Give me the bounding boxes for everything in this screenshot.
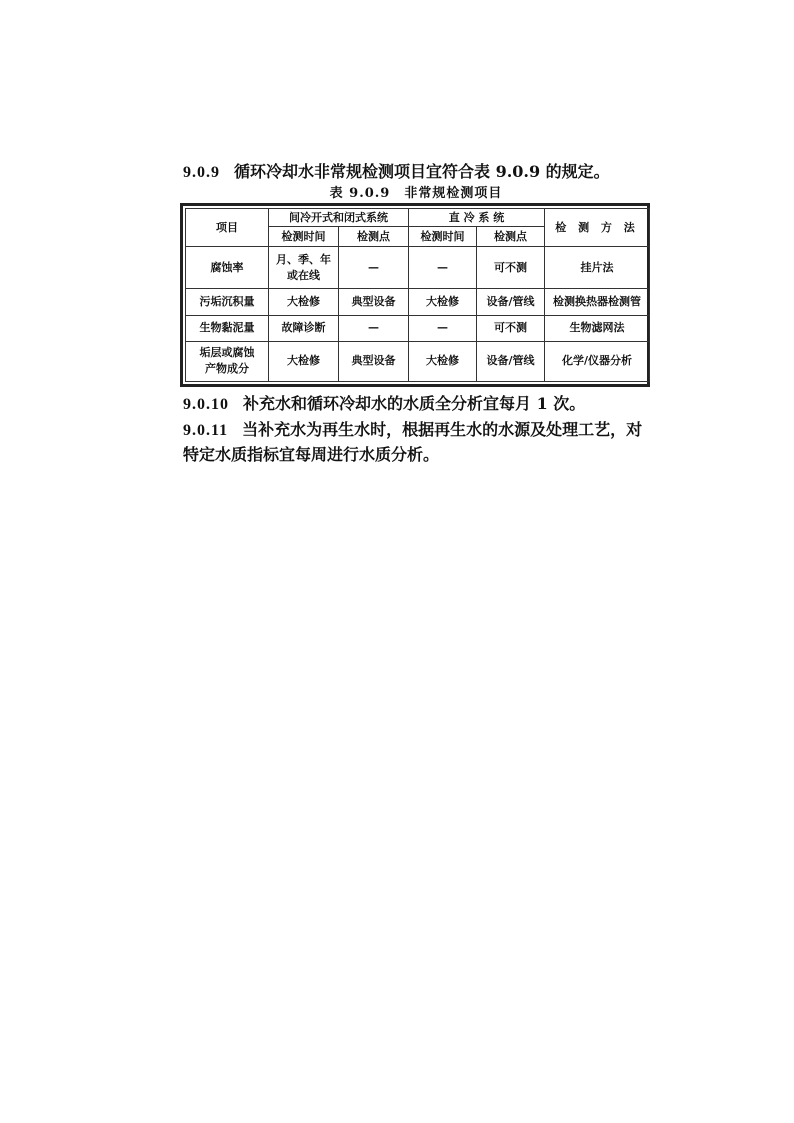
cell-point: 可不测 bbox=[477, 315, 545, 341]
table-header-row bbox=[186, 209, 650, 227]
cell-point: 设备/管线 bbox=[477, 289, 545, 315]
cell-item: 生物黏泥量 bbox=[186, 315, 269, 341]
header-direct-system: 直 冷 系 统 bbox=[409, 209, 545, 227]
clause-text: 循环冷却水非常规检测项目宜符合表 9.0.9 的规定。 bbox=[234, 162, 610, 181]
cell-time-line: 月、季、年 bbox=[276, 252, 331, 266]
cell-method: 检测换热器检测管 bbox=[545, 289, 650, 315]
cell-time: — bbox=[409, 315, 477, 341]
table-title: 表 9.0.9 非常规检测项目 bbox=[329, 186, 503, 201]
cell-time-line: 或在线 bbox=[287, 268, 320, 282]
subheader-time: 检测时间 bbox=[269, 227, 339, 247]
cell-method: 化学/仪器分析 bbox=[545, 341, 650, 381]
cell-point: 可不测 bbox=[477, 247, 545, 289]
cell-point: 设备/管线 bbox=[477, 341, 545, 381]
cell-item: 腐蚀率 bbox=[186, 247, 269, 289]
table-row bbox=[186, 247, 650, 289]
cell-time: 大检修 bbox=[269, 289, 339, 315]
clause-text: 补充水和循环冷却水的水质全分析宜每月 1 次。 bbox=[243, 394, 586, 413]
table-row bbox=[186, 289, 650, 315]
header-item: 项目 bbox=[186, 209, 269, 247]
cell-method: 挂片法 bbox=[545, 247, 650, 289]
cell-method: 生物滤网法 bbox=[545, 315, 650, 341]
cell-point: — bbox=[339, 247, 409, 289]
clause-9-0-10 bbox=[183, 391, 585, 418]
subheader-time: 检测时间 bbox=[409, 227, 477, 247]
table-row bbox=[186, 341, 650, 381]
clause-9-0-11-continued bbox=[183, 442, 439, 468]
cell-time: 故障诊断 bbox=[269, 315, 339, 341]
clause-text-line: 当补充水为再生水时，根据再生水的水源及处理工艺，对 bbox=[242, 420, 643, 439]
cell-item-line: 产物成分 bbox=[205, 362, 249, 376]
cell-time bbox=[269, 247, 339, 289]
subheader-point: 检测点 bbox=[339, 227, 409, 247]
cell-time: — bbox=[409, 247, 477, 289]
header-indirect-system: 间冷开式和闭式系统 bbox=[269, 209, 409, 227]
cell-point: 典型设备 bbox=[339, 289, 409, 315]
cell-item bbox=[186, 341, 269, 381]
cell-item-line: 垢层或腐蚀 bbox=[199, 346, 255, 360]
table-row bbox=[186, 315, 650, 341]
subheader-point: 检测点 bbox=[477, 227, 545, 247]
header-method: 检 测 方 法 bbox=[545, 209, 650, 247]
cell-time: 大检修 bbox=[409, 289, 477, 315]
clause-number: 9.0.9 bbox=[183, 164, 220, 181]
cell-point: — bbox=[339, 315, 409, 341]
clause-number: 9.0.10 bbox=[183, 396, 229, 413]
cell-time: 大检修 bbox=[409, 341, 477, 381]
cell-time: 大检修 bbox=[269, 341, 339, 381]
clause-text-line: 特定水质指标宜每周进行水质分析。 bbox=[183, 445, 440, 464]
cell-item: 污垢沉积量 bbox=[186, 289, 269, 315]
cell-point: 典型设备 bbox=[339, 341, 409, 381]
inspection-table bbox=[185, 208, 650, 382]
clause-number: 9.0.11 bbox=[183, 422, 229, 439]
table-frame bbox=[180, 203, 650, 387]
clause-9-0-11 bbox=[183, 417, 642, 444]
